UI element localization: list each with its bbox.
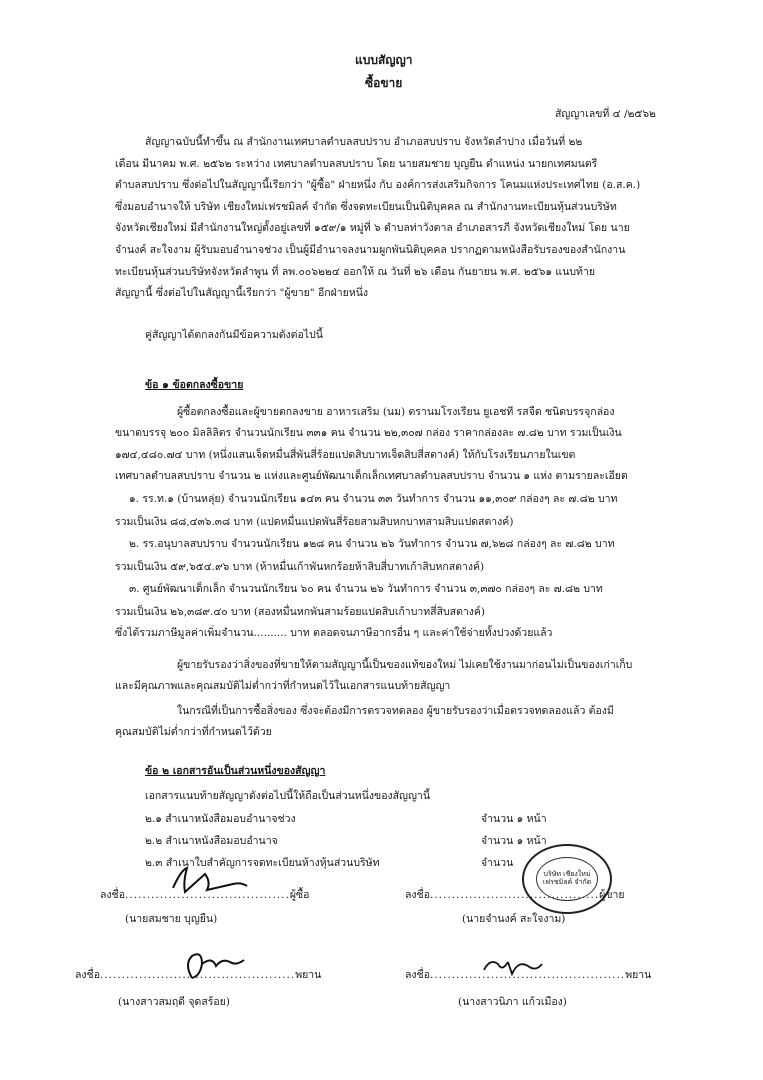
intro-line: สัญญาฉบับนี้ทำขึ้น ณ สำนักงานเทศบาลตำบลสบปราบ อำเภอสบปราบ จังหวัดลำปาง เมื่อวันที่ ๒๒ xyxy=(145,136,583,148)
agreement-statement: คู่สัญญาได้ตกลงกันมีข้อความดังต่อไปนี้ xyxy=(145,329,323,341)
sign-label: ลงชื่อ xyxy=(100,889,125,901)
buyer-role: ผู้ซื้อ xyxy=(289,889,310,901)
witness-role: พยาน xyxy=(295,969,322,981)
attachment-name: ๒.๓ สำเนาใบสำคัญการจดทะเบียนห้างหุ้นส่วนบริษัท xyxy=(145,857,380,869)
witness2-signature-line: ลงชื่อ.............................................พยาน xyxy=(405,969,652,981)
clause1-item-total: รวมเป็นเงิน ๘๘,๔๓๖.๓๘ บาท (แปดหมื่นแปดพันสี่ร้อยสามสิบหกบาทสามสิบแปดสตางค์) xyxy=(115,515,514,528)
clause2-intro: เอกสารแนบท้ายสัญญาดังต่อไปนี้ให้ถือเป็นส่วนหนึ่งของสัญญานี้ xyxy=(145,790,431,802)
attachment-item xyxy=(145,812,625,826)
intro-paragraph xyxy=(115,132,705,305)
warranty-line: และมีคุณภาพและคุณสมบัติไม่ต่ำกว่าที่กำหนดไว้ในเอกสารแนบท้ายสัญญา xyxy=(115,680,451,692)
witness1-name: (นางสาวสมฤดี จุดสร้อย) xyxy=(118,996,230,1008)
clause1-line: ขนาดบรรจุ ๒๐๐ มิลลิลิตร จำนวนนักเรียน ๓๓๑ คน จำนวน ๒๒,๓๐๗ กล่อง ราคากล่องละ ๗.๘๒ บาท รวมเป็นเงิน xyxy=(115,427,622,440)
clause1-line: ๑๗๔,๔๘๐.๗๔ บาท (หนึ่งแสนเจ็ดหมื่นสี่พันสี่ร้อยแปดสิบบาทเจ็ดสิบสี่สตางค์) ให้กับโรงเรียนภายในเขต xyxy=(115,448,576,461)
clause1-line: ผู้ซื้อตกลงซื้อและผู้ขายตกลงขาย อาหารเสริม (นม) ตรานมโรงเรียน ยูเอชที รสจืด ชนิดบรรจุกล่อง xyxy=(177,406,615,418)
clause1-item: ๓. ศูนย์พัฒนาเด็กเล็ก จำนวนนักเรียน ๖๐ คน จำนวน ๒๖ วันทำการ จำนวน ๓,๓๗๐ กล่องๆ ละ ๗.๘๒ บาท xyxy=(129,583,603,595)
seller-role: ผู้ขาย xyxy=(599,889,625,901)
witness1-signature-mark xyxy=(178,946,258,986)
clause1-heading: ข้อ ๑ ข้อตกลงซื้อขาย xyxy=(145,379,244,391)
sign-label: ลงชื่อ xyxy=(405,889,430,901)
clause1-item: ๒. รร.อนุบาลสบปราบ จำนวนนักเรียน ๑๒๘ คน จำนวน ๒๖ วันทำการ จำนวน ๗,๖๒๘ กล่องๆ ละ ๗.๘๒ บาท xyxy=(129,538,615,550)
intro-line: จังหวัดเชียงใหม่ มีสำนักงานใหญ่ตั้งอยู่เลขที่ ๑๕๙/๑ หมู่ที่ ๖ ตำบลท่าวังตาล อำเภอสารภี จังหวัดเชียงใหม่ โดย นาย xyxy=(115,222,630,235)
clause1-item-total: รวมเป็นเงิน ๕๙,๖๕๔.๙๖ บาท (ห้าหมื่นเก้าพันหกร้อยห้าสิบสี่บาทเก้าสิบหกสตางค์) xyxy=(115,560,485,573)
clause1-items xyxy=(115,488,705,623)
buyer-signature-line: ลงชื่อ......................................ผู้ซื้อ xyxy=(100,889,310,901)
tax-statement: ซึ่งได้รวมภาษีมูลค่าเพิ่มจำนวน.......... บาท ตลอดจนภาษีอากรอื่น ๆ และค่าใช้จ่ายทั้งปวงด้วยแล้ว xyxy=(115,627,553,639)
clause2-heading: ข้อ ๒ เอกสารอันเป็นส่วนหนึ่งของสัญญา xyxy=(145,765,326,777)
inspection-line: คุณสมบัติไม่ต่ำกว่าที่กำหนดไว้ด้วย xyxy=(115,726,272,738)
buyer-name: (นายสมชาย บุญยืน) xyxy=(125,913,218,925)
company-seal-inner: บริษัท เชียงใหม่ เฟรชมิลค์ จำกัด xyxy=(536,857,598,901)
witness2-signature-mark xyxy=(478,950,548,980)
attachment-name: ๒.๑ สำเนาหนังสือมอบอำนาจช่วง xyxy=(145,813,296,825)
intro-line: จำนงค์ สะใจงาม ผู้รับมอบอำนาจช่วง เป็นผู้มีอำนาจลงนามผูกพันนิติบุคคล ปรากฏตามหนังสือรับรองของสำนักงาน xyxy=(115,243,626,256)
intro-line: สัญญานี้ ซึ่งต่อไปในสัญญานี้เรียกว่า "ผู้ขาย" อีกฝ่ายหนึ่ง xyxy=(115,287,369,300)
sign-label: ลงชื่อ xyxy=(75,969,100,981)
clause1-item-total: รวมเป็นเงิน ๒๖,๓๘๙.๔๐ บาท (สองหมื่นหกพันสามร้อยแปดสิบเก้าบาทสี่สิบสตางค์) xyxy=(115,605,486,618)
inspection-paragraph xyxy=(115,701,705,743)
intro-line: ซึ่งมอบอำนาจให้ บริษัท เชียงใหม่เฟรชมิลค์ จำกัด ซึ่งจดทะเบียนเป็นนิติบุคคล ณ สำนักงานทะเบียนหุ้นส่วนบริษัท xyxy=(115,200,617,213)
attachment-count: จำนวน ๑ หน้า xyxy=(481,813,547,825)
intro-line: ตำบลสบปราบ ซึ่งต่อไปในสัญญานี้เรียกว่า "ผู้ซื้อ" ฝ่ายหนึ่ง กับ องค์การส่งเสริมกิจการ โคนมแห่งประเทศไทย (อ.ส.ค.) xyxy=(115,179,641,192)
inspection-line: ในกรณีที่เป็นการซื้อสิ่งของ ซึ่งจะต้องมีการตรวจทดลอง ผู้ขายรับรองว่าเมื่อตรวจทดลองแล้ว ต้องมี xyxy=(177,705,614,717)
attachment-count: จำนวน ๑ หน้า xyxy=(481,835,547,847)
warranty-line: ผู้ขายรับรองว่าสิ่งของที่ขายให้ตามสัญญานี้เป็นของแท้ของใหม่ ไม่เคยใช้งานมาก่อนไม่เป็นของเก่าเก็บ xyxy=(177,659,633,671)
attachment-count: จำนวน xyxy=(481,857,514,869)
warranty-paragraph xyxy=(115,655,705,697)
seller-name: (นายจำนงค์ สะใจงาม) xyxy=(462,913,566,925)
intro-line: เดือน มีนาคม พ.ศ. ๒๕๖๒ ระหว่าง เทศบาลตำบลสบปราบ โดย นายสมชาย บุญยืน ตำแหน่ง นายกเทศมนตรี xyxy=(115,157,598,170)
seller-signature-line: ลงชื่อ.......................................ผู้ขาย xyxy=(405,889,625,901)
clause1-item: ๑. รร.ท.๑ (บ้านหลุ่ย) จำนวนนักเรียน ๑๔๓ คน จำนวน ๓๓ วันทำการ จำนวน ๑๑,๓๐๙ กล่องๆ ละ ๗.๘๒ บาท xyxy=(129,493,618,505)
buyer-signature-mark xyxy=(165,864,255,898)
company-seal xyxy=(522,844,612,914)
form-title: แบบสัญญา xyxy=(355,53,413,67)
clause1-body xyxy=(115,402,705,488)
witness-role: พยาน xyxy=(625,969,652,981)
witness2-name: (นางสาวนิภา แก้วเมือง) xyxy=(458,996,567,1008)
witness1-signature-line: ลงชื่อ.............................................พยาน xyxy=(75,969,322,981)
contract-type: ซื้อขาย xyxy=(365,76,403,90)
sign-label: ลงชื่อ xyxy=(405,969,430,981)
clause1-line: เทศบาลตำบลสบปราบ จำนวน ๒ แห่งและศูนย์พัฒนาเด็กเล็กเทศบาลตำบลสบปราบ จำนวน ๑ แห่ง ตามรายละเอียด xyxy=(115,470,628,483)
intro-line: ทะเบียนหุ้นส่วนบริษัทจังหวัดลำพูน ที่ ลพ.๐๐๖๒๒๔ ออกให้ ณ วันที่ ๒๖ เดือน กันยายน พ.ศ. ๒๕๖๑ แนบท้าย xyxy=(115,265,596,278)
attachment-name: ๒.๒ สำเนาหนังสือมอบอำนาจ xyxy=(145,835,278,847)
contract-number: สัญญาเลขที่ ๔ /๒๕๖๒ xyxy=(555,108,656,120)
